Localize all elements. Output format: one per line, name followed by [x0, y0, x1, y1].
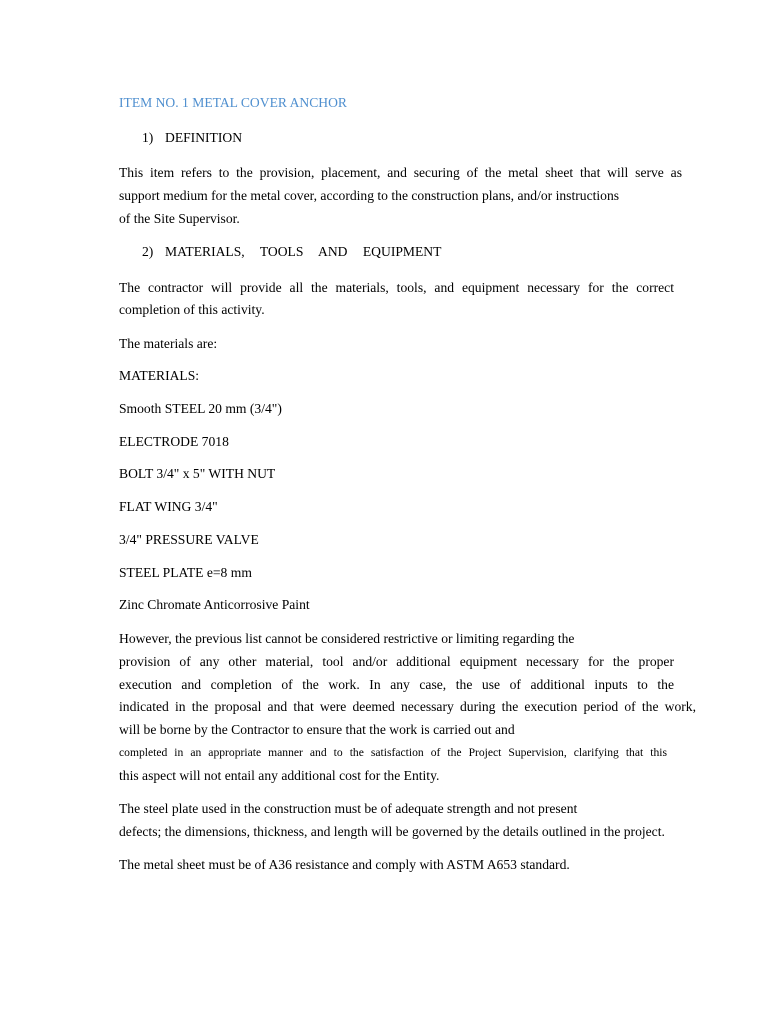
materials-intro: The materials are: [119, 336, 218, 351]
materials-heading: MATERIALS: [119, 368, 200, 383]
material-item: FLAT WING 3/4" [119, 499, 218, 514]
paragraph-line: However, the previous list cannot be considered restrictive or limiting regarding the [119, 631, 575, 646]
section-number: 2) [142, 244, 154, 259]
paragraph-line: defects; the dimensions, thickness, and length will be governed by the details outlined in the project. [119, 824, 665, 839]
material-item: Smooth STEEL 20 mm (3/4") [119, 401, 282, 416]
paragraph-line: The steel plate used in the construction must be of adequate strength and not present [119, 801, 578, 816]
material-item: 3/4" PRESSURE VALVE [119, 532, 259, 547]
paragraph-line: indicated in the proposal and that were deemed necessary during the execution period of the work, [119, 699, 696, 714]
section-heading-definition [142, 130, 242, 146]
material-item: ELECTRODE 7018 [119, 434, 229, 449]
material-item: STEEL PLATE e=8 mm [119, 565, 252, 580]
section-number: 1) [142, 130, 154, 145]
paragraph-line: will be borne by the Contractor to ensure that the work is carried out and [119, 722, 515, 737]
item-title: ITEM NO. 1 METAL COVER ANCHOR [119, 95, 347, 110]
paragraph-line: The metal sheet must be of A36 resistance and comply with ASTM A653 standard. [119, 857, 570, 872]
paragraph-line: support medium for the metal cover, according to the construction plans, and/or instructions [119, 188, 620, 203]
material-item: Zinc Chromate Anticorrosive Paint [119, 597, 310, 612]
paragraph-line: The contractor will provide all the materials, tools, and equipment necessary for the correct [119, 280, 674, 295]
paragraph-line: completed in an appropriate manner and to the satisfaction of the Project Supervision, clarifying that this [119, 746, 667, 759]
paragraph-line: completion of this activity. [119, 302, 265, 317]
paragraph-line: of the Site Supervisor. [119, 211, 240, 226]
section-title: MATERIALS, TOOLS AND EQUIPMENT [165, 244, 442, 259]
section-heading-materials [142, 244, 441, 260]
section-title: DEFINITION [165, 130, 243, 145]
paragraph-line: provision of any other material, tool and/or additional equipment necessary for the proper [119, 654, 674, 669]
material-item: BOLT 3/4" x 5" WITH NUT [119, 466, 276, 481]
paragraph-line: this aspect will not entail any additional cost for the Entity. [119, 768, 440, 783]
paragraph-line: This item refers to the provision, placement, and securing of the metal sheet that will serve as [119, 165, 682, 180]
paragraph-line: execution and completion of the work. In any case, the use of additional inputs to the [119, 677, 674, 692]
